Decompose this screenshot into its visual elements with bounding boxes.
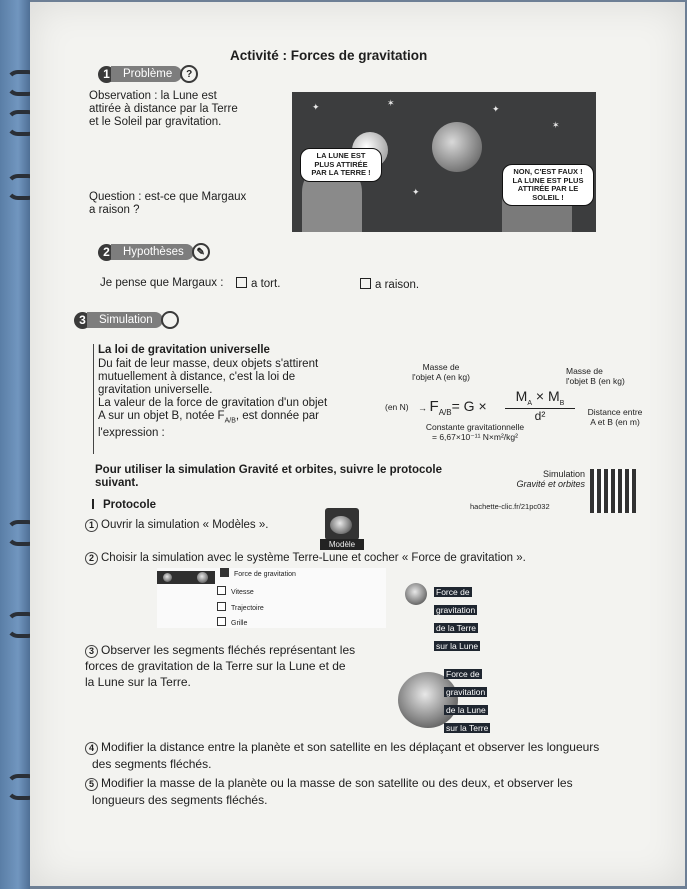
formula-main bbox=[418, 398, 487, 417]
speech-bubble-left: LA LUNE EST PLUS ATTIRÉE PAR LA TERRE ! bbox=[300, 148, 382, 182]
checkbox-label: Force de gravitation bbox=[234, 571, 296, 578]
system-selector[interactable] bbox=[157, 571, 215, 584]
law-text-part: A sur un objet B, notée F bbox=[98, 410, 225, 422]
section-number: 2 bbox=[98, 244, 115, 261]
checkbox[interactable] bbox=[360, 278, 371, 289]
sim-label-line: sur la Lune bbox=[436, 641, 479, 651]
hypothesis-intro: Je pense que Margaux : bbox=[100, 277, 224, 289]
section-probleme-header bbox=[98, 64, 198, 84]
step-number: 4 bbox=[85, 742, 98, 755]
section-number: 3 bbox=[74, 312, 91, 329]
step-5 bbox=[85, 775, 573, 809]
law-text-part: , est donnée par bbox=[235, 410, 320, 422]
observation-line: et le Soleil par gravitation. bbox=[89, 116, 222, 128]
modele-thumbnail[interactable] bbox=[325, 508, 359, 540]
step-text: la Lune sur la Terre. bbox=[85, 675, 191, 689]
star-icon: ✦ bbox=[412, 187, 420, 197]
question-bubble-icon: ? bbox=[180, 65, 198, 83]
checkbox-force-gravitation[interactable] bbox=[220, 568, 296, 578]
label-distance bbox=[580, 407, 650, 427]
step-text: des segments fléchés. bbox=[92, 757, 212, 771]
annotation: Constante gravitationnelle bbox=[425, 422, 525, 432]
section-label: Problème bbox=[111, 66, 182, 82]
step-text: Ouvrir la simulation « Modèles ». bbox=[101, 519, 269, 531]
option-label: a raison. bbox=[375, 279, 420, 291]
checkbox-vitesse[interactable] bbox=[217, 586, 254, 596]
sim-label-line: gravitation bbox=[436, 605, 476, 615]
sim-label-line: de la Lune bbox=[446, 705, 486, 715]
cartoon-illustration bbox=[292, 92, 596, 232]
step-number: 5 bbox=[85, 778, 98, 791]
checkbox[interactable] bbox=[236, 277, 247, 288]
speech-bubble-right: NON, C'EST FAUX ! LA LUNE EST PLUS ATTIRÉE PAR LE SOLEIL ! bbox=[502, 164, 594, 206]
formula-denominator: d² bbox=[534, 408, 546, 423]
badge-title: Simulation bbox=[542, 469, 585, 479]
force-label-earth-on-moon bbox=[434, 582, 480, 654]
option-a-raison[interactable] bbox=[360, 278, 419, 292]
checkbox-trajectoire[interactable] bbox=[217, 602, 264, 612]
simulation-link[interactable]: hachette-clic.fr/21pc032 bbox=[470, 502, 550, 511]
checkbox-label: Trajectoire bbox=[231, 605, 264, 612]
sim-label-line: sur la Terre bbox=[446, 723, 489, 733]
checkbox[interactable] bbox=[217, 602, 226, 611]
step-text: Modifier la masse de la planète ou la masse de son satellite ou des deux, et observer les bbox=[101, 776, 573, 790]
qr-code-icon[interactable] bbox=[590, 469, 636, 513]
mouse-bubble-icon bbox=[161, 311, 179, 329]
label-unit-newton: (en N) bbox=[385, 402, 409, 412]
section-label: Simulation bbox=[87, 312, 163, 328]
step-1 bbox=[85, 519, 268, 532]
checkbox[interactable] bbox=[217, 617, 226, 626]
formula-symbol: = G × bbox=[451, 398, 487, 414]
divider bbox=[92, 499, 94, 509]
step-text: forces de gravitation de la Terre sur la Lune et de bbox=[85, 659, 346, 673]
label-constant bbox=[420, 422, 530, 443]
star-icon: ✦ bbox=[492, 104, 500, 114]
law-subscript: A/B bbox=[224, 417, 236, 425]
arrow-icon: → bbox=[418, 403, 430, 413]
intro-line: suivant. bbox=[95, 477, 139, 489]
sim-label-line: Force de bbox=[436, 587, 470, 597]
step-text: Modifier la distance entre la planète et son satellite en les déplaçant et observer les longueurs bbox=[101, 740, 600, 754]
annotation: Masse de bbox=[422, 362, 460, 372]
badge-subtitle: Gravité et orbites bbox=[516, 479, 585, 489]
checkbox[interactable] bbox=[220, 568, 229, 577]
step-text: Choisir la simulation avec le système Terre-Lune et cocher « Force de gravitation ». bbox=[101, 552, 526, 564]
sun-icon bbox=[163, 573, 172, 582]
step-2 bbox=[85, 552, 526, 565]
law-line: gravitation universelle. bbox=[98, 384, 213, 396]
sim-label-line: gravitation bbox=[446, 687, 486, 697]
checkbox[interactable] bbox=[217, 586, 226, 595]
option-label: a tort. bbox=[251, 278, 281, 290]
modele-label[interactable]: Modèle bbox=[320, 539, 364, 550]
pen-bubble-icon: ✎ bbox=[192, 243, 210, 261]
step-text: Observer les segments fléchés représentant les bbox=[101, 643, 356, 657]
section-hypotheses-header bbox=[98, 242, 210, 262]
step-number: 2 bbox=[85, 552, 98, 565]
step-4 bbox=[85, 739, 599, 773]
section-number: 1 bbox=[98, 66, 115, 83]
law-title: La loi de gravitation universelle bbox=[98, 344, 270, 356]
annotation: = 6,67×10⁻¹¹ N×m²/kg² bbox=[432, 432, 518, 442]
law-line: La valeur de la force de gravitation d'un objet bbox=[98, 397, 328, 409]
earth-icon bbox=[432, 122, 482, 172]
step-number: 3 bbox=[85, 645, 98, 658]
question-line: Question : est-ce que Margaux bbox=[89, 191, 247, 203]
law-line: mutuellement à distance, c'est la loi de bbox=[98, 371, 296, 383]
annotation: l'objet A (en kg) bbox=[412, 372, 470, 382]
observation-line: attirée à distance par la Terre bbox=[89, 103, 238, 115]
protocol-intro bbox=[95, 464, 442, 490]
step-number: 1 bbox=[85, 519, 98, 532]
step-text: longueurs des segments fléchés. bbox=[92, 793, 268, 807]
simulation-badge[interactable] bbox=[485, 469, 585, 499]
law-text bbox=[98, 358, 327, 440]
step-3 bbox=[85, 642, 355, 690]
formula-subscript: A/B bbox=[438, 408, 452, 417]
checkbox-label: Vitesse bbox=[231, 589, 254, 596]
label-mass-a bbox=[396, 362, 486, 382]
annotation: Distance entre bbox=[587, 407, 643, 417]
intro-line: Pour utiliser la simulation Gravité et orbites, suivre le protocole bbox=[95, 464, 443, 476]
law-line: Du fait de leur masse, deux objets s'attirent bbox=[98, 358, 319, 370]
observation-text bbox=[89, 90, 238, 129]
annotation: Masse de bbox=[566, 366, 603, 376]
formula-symbol: × M bbox=[532, 388, 560, 404]
star-icon: ✶ bbox=[387, 98, 395, 108]
question-line: a raison ? bbox=[89, 204, 140, 216]
star-icon: ✶ bbox=[552, 120, 560, 130]
section-label: Hypothèses bbox=[111, 244, 194, 260]
annotation: l'objet B (en kg) bbox=[566, 376, 625, 386]
sim-label-line: Force de bbox=[446, 669, 480, 679]
page-title: Activité : Forces de gravitation bbox=[230, 48, 428, 63]
question-text bbox=[89, 191, 246, 217]
moon-icon bbox=[405, 583, 427, 605]
section-simulation-header bbox=[74, 310, 179, 330]
annotation: A et B (en m) bbox=[590, 417, 640, 427]
observation-line: Observation : la Lune est bbox=[89, 90, 217, 102]
star-icon: ✦ bbox=[312, 102, 320, 112]
formula-subscript: B bbox=[559, 399, 565, 407]
label-mass-b bbox=[566, 366, 625, 386]
checkbox-grille[interactable] bbox=[217, 617, 247, 627]
formula-symbol: M bbox=[515, 388, 528, 404]
sim-label-line: de la Terre bbox=[436, 623, 477, 633]
worksheet-page bbox=[30, 2, 685, 886]
law-line: l'expression : bbox=[98, 427, 165, 440]
earth-icon bbox=[197, 572, 208, 583]
law-line bbox=[98, 410, 327, 427]
checkbox-label: Grille bbox=[231, 620, 248, 627]
formula-subscript: A bbox=[527, 399, 533, 407]
formula-symbol: F bbox=[429, 398, 439, 415]
protocol-title: Protocole bbox=[103, 499, 157, 511]
planet-icon bbox=[330, 516, 352, 534]
force-label-moon-on-earth bbox=[444, 664, 490, 736]
option-a-tort[interactable] bbox=[236, 277, 280, 291]
formula-fraction bbox=[505, 388, 575, 423]
